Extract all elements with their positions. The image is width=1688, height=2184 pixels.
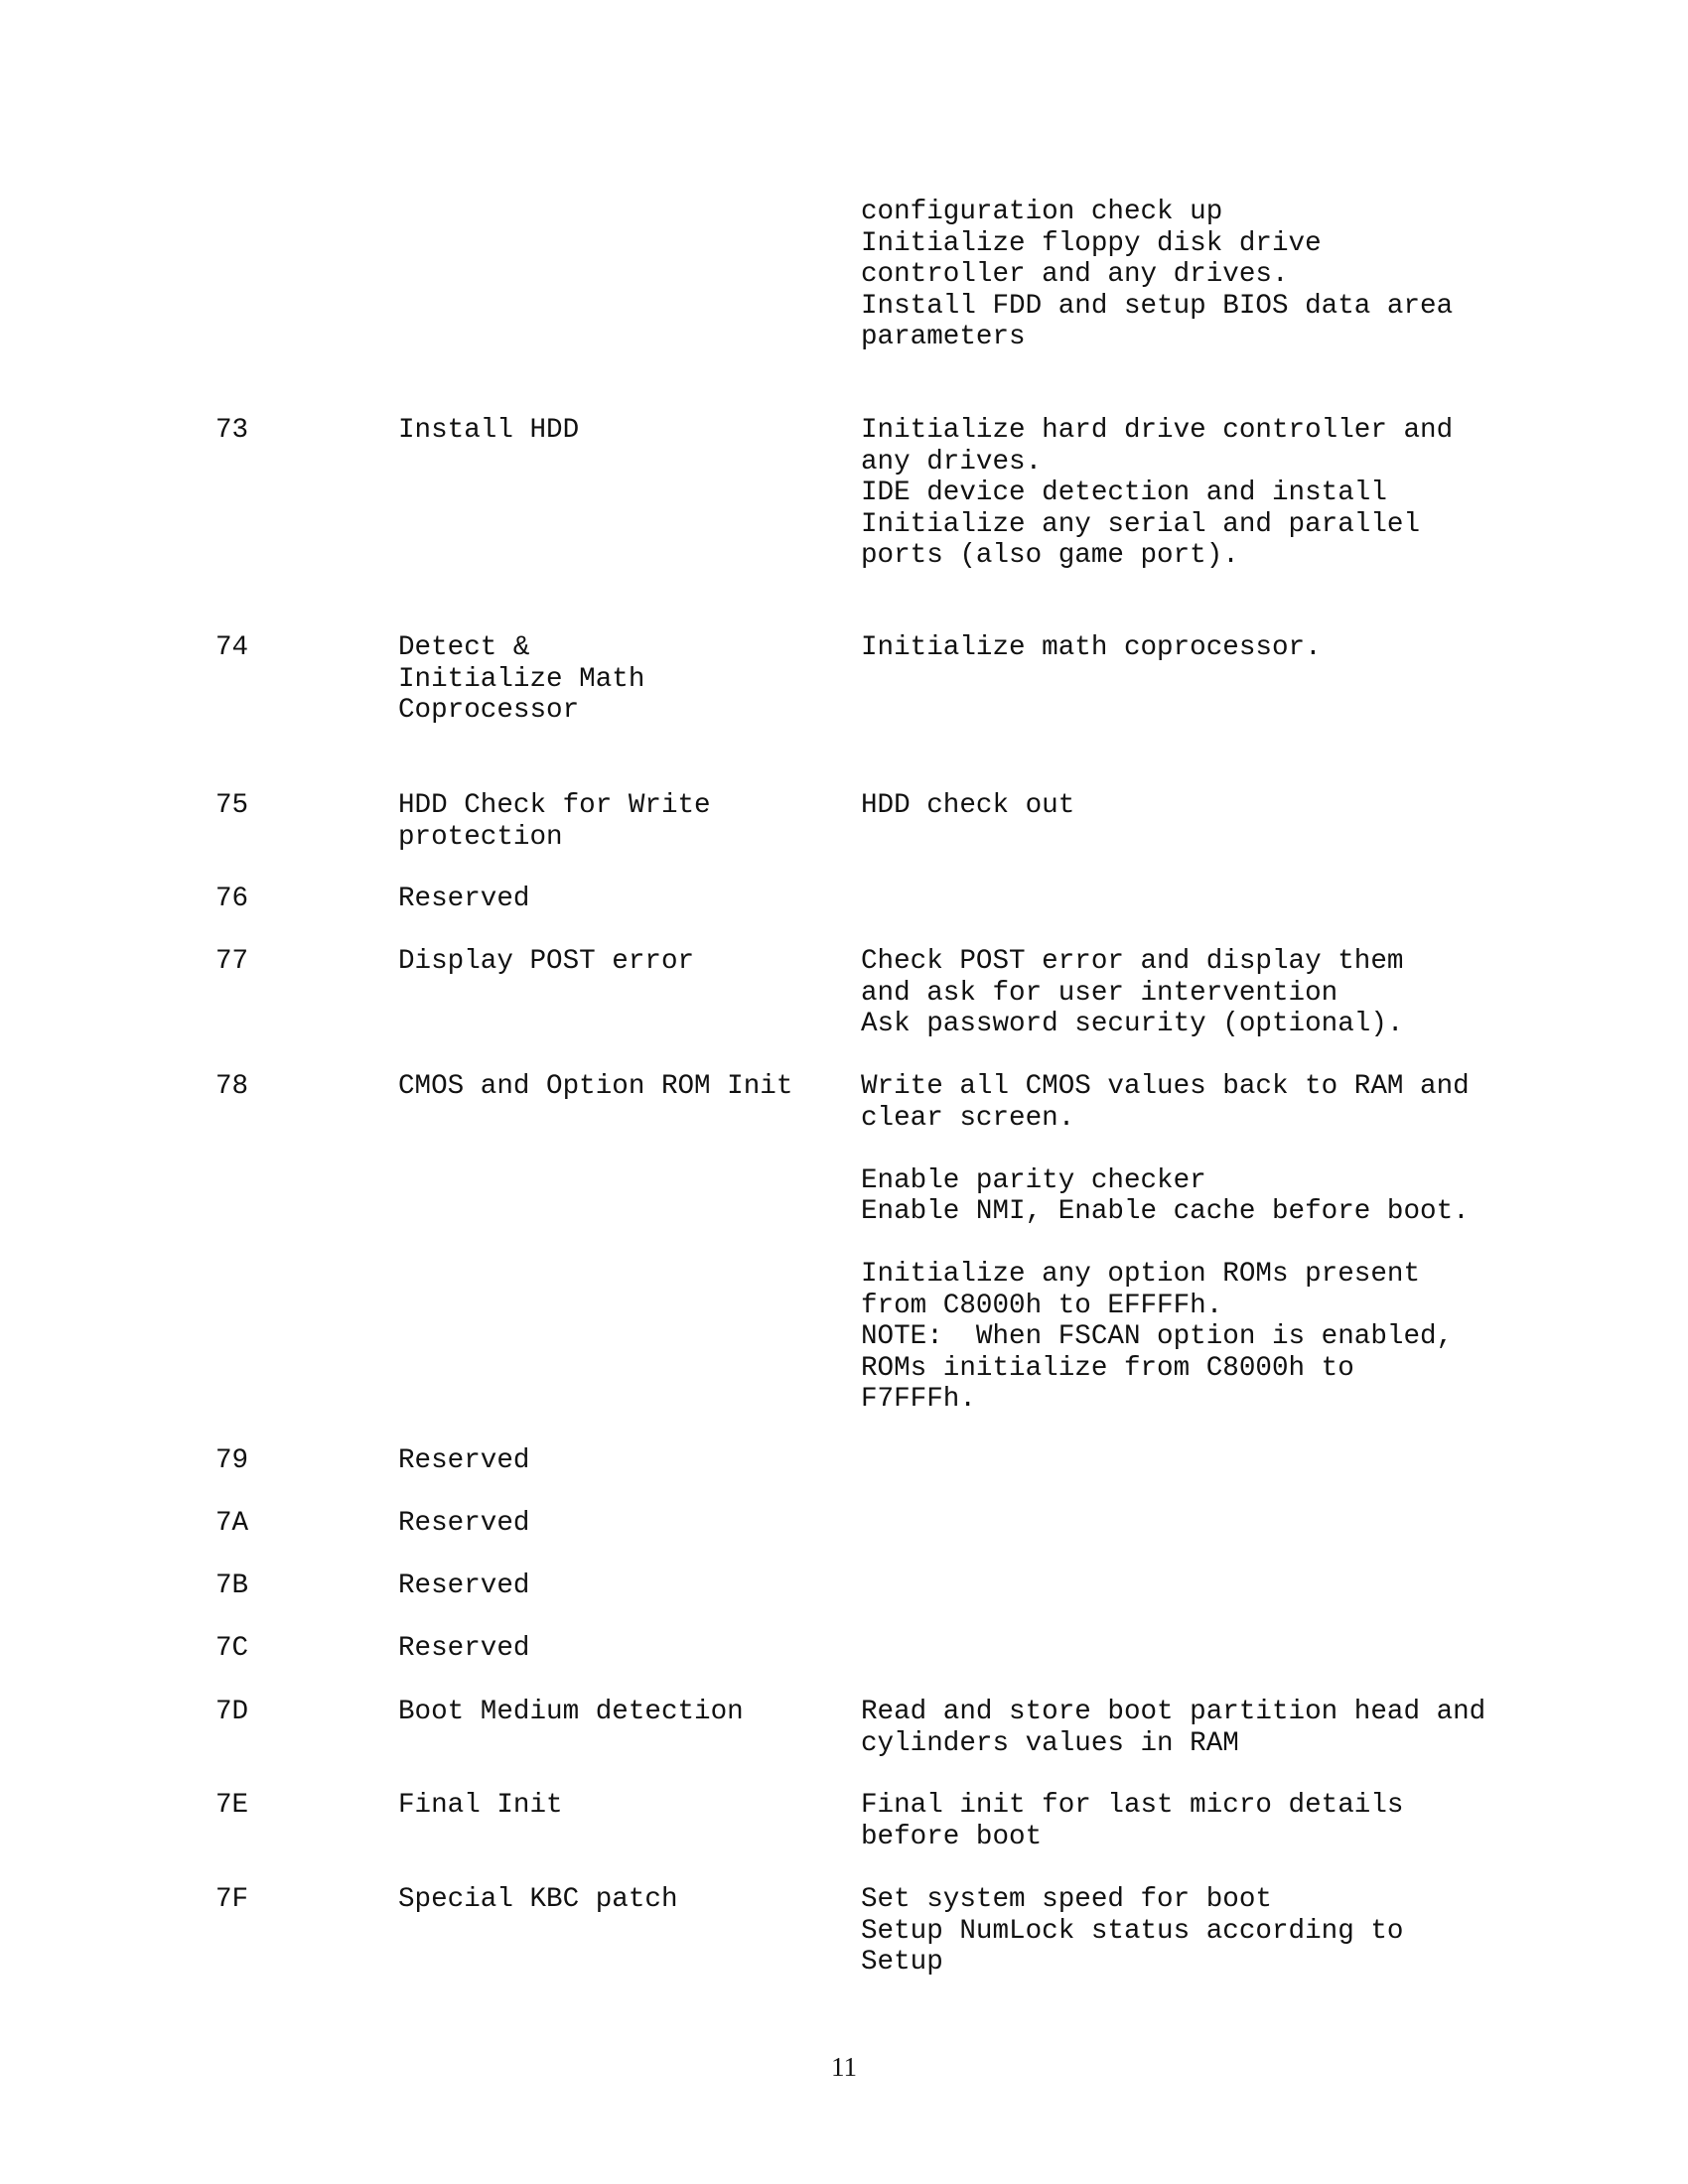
description-line: F7FFFh. (861, 1384, 976, 1415)
name-line: Boot Medium detection (398, 1697, 744, 1727)
name-line: protection (398, 821, 563, 853)
post-code-name (398, 1697, 744, 1728)
description-line: parameters (861, 322, 1026, 352)
post-code-description (861, 1071, 1470, 1416)
post-code-name (398, 1570, 529, 1602)
post-code: 77 (215, 946, 249, 977)
post-code-description (861, 632, 1322, 664)
name-line: Reserved (398, 1445, 530, 1476)
name-line: CMOS and Option ROM Init (398, 1071, 793, 1102)
description-line: Write all CMOS values back to RAM and (861, 1071, 1470, 1102)
name-line: Initialize Math (398, 663, 645, 695)
description-line: IDE device detection and install (861, 478, 1387, 508)
description-line (861, 1228, 1470, 1260)
post-code-name (398, 946, 694, 978)
name-line: Display POST error (398, 946, 695, 977)
post-code-name (398, 415, 579, 447)
name-line: Special KBC patch (398, 1884, 678, 1915)
post-code-name (398, 1445, 529, 1477)
description-line: and ask for user intervention (861, 977, 1338, 1009)
post-code-name (398, 790, 711, 853)
description-line: clear screen. (861, 1102, 1075, 1134)
post-code: 74 (215, 632, 249, 663)
post-code: 7F (215, 1884, 249, 1915)
description-line: any drives. (861, 446, 1043, 478)
description-line: Set system speed for boot (861, 1884, 1272, 1915)
description-line: Read and store boot partition head and (861, 1697, 1486, 1727)
name-line: Coprocessor (398, 695, 580, 726)
name-line: Reserved (398, 1570, 530, 1601)
post-code-name (398, 1508, 529, 1540)
name-line: Detect & (398, 632, 530, 663)
description-line: Install FDD and setup BIOS data area (861, 290, 1454, 322)
description-line: Initialize any serial and parallel (861, 508, 1421, 540)
post-code: 7E (215, 1790, 249, 1821)
name-line: Reserved (398, 884, 530, 914)
description-line: controller and any drives. (861, 259, 1289, 290)
page-number: 11 (831, 2052, 857, 2082)
post-code: 75 (215, 790, 249, 821)
description-line: HDD check out (861, 790, 1075, 821)
description-line: NOTE: When FSCAN option is enabled, (861, 1321, 1454, 1352)
description-line (861, 1134, 1470, 1165)
post-code: 7A (215, 1508, 249, 1539)
description-line: Setup (861, 1947, 943, 1978)
post-code-description (861, 790, 1074, 822)
description-line: Final init for last micro details (861, 1790, 1404, 1821)
post-code-description (861, 946, 1403, 1040)
post-code-description (861, 1697, 1485, 1759)
description-line: Enable NMI, Enable cache before boot. (861, 1196, 1470, 1227)
name-line: Reserved (398, 1508, 530, 1539)
post-code-name (398, 1790, 563, 1822)
description-line: from C8000h to EFFFFh. (861, 1290, 1223, 1321)
post-code: 76 (215, 884, 249, 914)
post-code-name (398, 1633, 529, 1665)
description-line: ports (also game port). (861, 540, 1239, 571)
post-code-name (398, 884, 529, 915)
description-line: ROMs initialize from C8000h to (861, 1352, 1354, 1384)
post-code: 7D (215, 1697, 249, 1727)
description-line: cylinders values in RAM (861, 1727, 1239, 1759)
description-line: Initialize math coprocessor. (861, 632, 1322, 663)
description-line: before boot (861, 1821, 1043, 1852)
post-code-name (398, 1884, 678, 1916)
post-code-description (861, 197, 1453, 353)
description-line: Enable parity checker (861, 1164, 1206, 1196)
description-line: Setup NumLock status according to (861, 1915, 1404, 1947)
post-code: 7C (215, 1633, 249, 1664)
description-line: Ask password security (optional). (861, 1009, 1404, 1039)
post-code-description (861, 1790, 1403, 1852)
post-code: 78 (215, 1071, 249, 1102)
post-code: 79 (215, 1445, 249, 1476)
name-line: Reserved (398, 1633, 530, 1664)
description-line: Check POST error and display them (861, 946, 1404, 977)
name-line: HDD Check for Write (398, 790, 711, 821)
name-line: Final Init (398, 1790, 563, 1821)
post-code-name (398, 1071, 792, 1103)
description-line: Initialize any option ROMs present (861, 1259, 1421, 1290)
name-line: Install HDD (398, 415, 580, 446)
post-code-description (861, 415, 1453, 572)
post-code: 73 (215, 415, 249, 446)
description-line: configuration check up (861, 197, 1223, 227)
description-line: Initialize hard drive controller and (861, 415, 1454, 446)
post-code-name (398, 632, 644, 727)
post-code-description (861, 1884, 1403, 1979)
post-code: 7B (215, 1570, 249, 1601)
description-line: Initialize floppy disk drive (861, 227, 1322, 259)
